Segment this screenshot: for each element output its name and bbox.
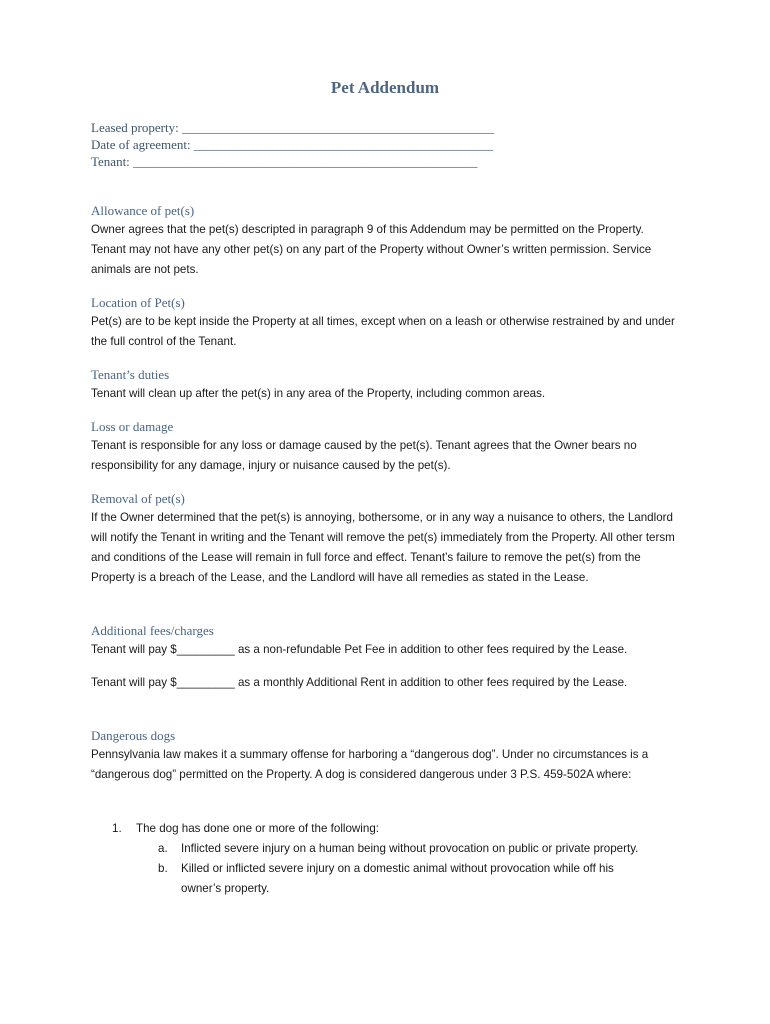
paragraph-spacer [91,660,681,673]
section-paragraph: If the Owner determined that the pet(s) is annoying, bothersome, or in any way a nuisance to others, the Landlord will notify the Tenant in writing and the Tenant will remove the pet(s) immediately from the Property. All other tersm and conditions of the Lease will remain in full force and effect. Tenant’s failure to remove the pet(s) from the Property is a breach of the Lease, and the Landlord will have all remedies as stated in the Lease. [91,511,675,584]
agreement-fields [91,119,494,170]
section-removal [91,490,681,588]
section-paragraph: Pet(s) are to be kept inside the Property at all times, except when on a leash or otherwise restrained by and under the full control of the Tenant. [91,315,675,348]
section-heading: Removal of pet(s) [91,491,185,506]
section-loss-or-damage [91,418,681,476]
date-of-agreement-field: Date of agreement: ______________________________________________ [91,137,493,152]
sub-list-letter: a. [158,842,168,855]
section-location [91,294,681,352]
list-item [91,819,691,839]
section-heading: Tenant’s duties [91,367,170,382]
section-allowance [91,202,681,280]
sub-list-letter: b. [158,862,168,875]
sub-list-item [91,839,651,859]
pet-fee-paragraph: Tenant will pay $_________ as a non-refundable Pet Fee in addition to other fees required by the Lease. [91,643,628,656]
section-dangerous-dogs [91,727,681,785]
section-paragraph: Pennsylvania law makes it a summary offense for harboring a “dangerous dog”. Under no circumstances is a “dangerous dog” permitted on the Property. A dog is considered dangerous under 3 P.S. 459-502A where: [91,748,649,781]
document-title: Pet Addendum [330,78,440,97]
section-heading: Dangerous dogs [91,728,176,743]
tenant-field: Tenant: _____________________________________________________ [91,154,478,169]
sub-list-text: Inflicted severe injury on a human being without provocation on public or private property. [181,842,639,855]
section-heading: Allowance of pet(s) [91,203,195,218]
list-item-text: The dog has done one or more of the following: [136,822,379,835]
section-heading: Loss or damage [91,419,174,434]
leased-property-field: Leased property: ________________________________________________ [91,120,494,135]
section-paragraph: Tenant will clean up after the pet(s) in any area of the Property, including common areas. [91,387,546,400]
section-additional-fees [91,622,681,693]
section-paragraph: Owner agrees that the pet(s) descripted in paragraph 9 of this Addendum may be permitted on the Property. Tenant may not have any other pet(s) on any part of the Property without Owner’s written permission. Service animals are not pets. [91,223,652,276]
dangerous-dog-criteria-list [91,819,691,899]
sub-list-item [91,859,651,899]
section-heading: Additional fees/charges [91,623,214,638]
additional-rent-paragraph: Tenant will pay $_________ as a monthly Additional Rent in addition to other fees required by the Lease. [91,676,628,689]
section-heading: Location of Pet(s) [91,295,185,310]
sub-list-text: Killed or inflicted severe injury on a domestic animal without provocation while off his owner’s property. [181,862,614,895]
section-tenant-duties [91,366,681,404]
section-paragraph: Tenant is responsible for any loss or damage caused by the pet(s). Tenant agrees that the Owner bears no responsibility for any damage, injury or nuisance caused by the pet(s). [91,439,637,472]
list-number: 1. [112,822,122,835]
